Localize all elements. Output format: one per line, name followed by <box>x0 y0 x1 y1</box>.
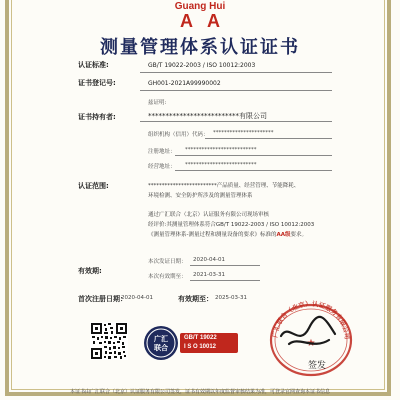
mark-text-2: 联合 <box>154 344 168 352</box>
guanghui-mark-logo <box>143 325 179 361</box>
certificate-title: 测量管理体系认证证书 <box>100 37 300 58</box>
scope-line-5-suffix: 要求。 <box>290 232 308 238</box>
mark-text-1: 广汇 <box>154 335 168 343</box>
badge-line-1: GB/T 19022 <box>184 335 217 341</box>
scope-line-2: 环境检测、安全防护所涉及的测量管理体系 <box>148 193 253 199</box>
issuer-name: Guang Hui <box>174 1 226 12</box>
cert-no-underline <box>140 90 332 91</box>
expire-label: 有效期至： <box>178 295 213 303</box>
cert-no-value: GH001-2021A99990002 <box>148 80 221 87</box>
credit-code-label: 组织机构（信用）代码： <box>148 132 209 138</box>
holder-label: 证书持有者: <box>78 113 116 121</box>
scope-grade-emphasis: AA级 <box>276 232 291 238</box>
reg-address-underline <box>175 155 332 156</box>
scope-line-5 <box>148 231 307 240</box>
biz-address-underline <box>175 170 332 171</box>
holder-name: **************************有限公司 <box>148 112 267 120</box>
standard-value: GB/T 19022-2003 / ISO 10012:2003 <box>148 62 256 69</box>
first-issue-value: 2020-04-01 <box>121 295 153 301</box>
seal-signer-text: 签发 <box>307 361 327 371</box>
scope-label: 认证范围: <box>78 182 109 190</box>
credit-code-underline <box>205 138 332 139</box>
scope-line-3: 通过广汇联合（北京）认证服务有限公司现场审核 <box>148 212 270 218</box>
scope-line-4: 经评价:其测量管理体系符合GB/T 19022-2003 / ISO 10012:2003 <box>148 222 315 228</box>
grade-mark: AA <box>180 11 234 31</box>
first-issue-label: 首次注册日期： <box>78 295 127 303</box>
svg-text:★: ★ <box>306 338 316 349</box>
reg-address-label: 注册地址： <box>148 149 176 155</box>
scope-line-1: *************************产品质量、经营管理、节能降耗、 <box>148 183 300 189</box>
expire-value: 2025-03-31 <box>215 295 247 301</box>
validity-label: 有效期: <box>78 267 102 275</box>
reg-address-value: ************************** <box>185 147 257 153</box>
expiry-date-underline <box>190 280 260 281</box>
cert-no-label: 证书登记号: <box>78 79 116 87</box>
holder-underline <box>140 121 332 122</box>
seal-ring-text: 广汇联合（北京）认证服务有限公司 <box>270 299 352 340</box>
standard-label: 认证标准: <box>78 61 109 69</box>
issue-date-value: 2020-04-01 <box>193 257 225 263</box>
official-seal <box>255 288 360 378</box>
biz-address-value: ************************** <box>185 162 257 168</box>
biz-address-label: 经营地址： <box>148 164 176 170</box>
footer-note: 本证书由广汇联合（北京）认证服务有限公司签发，证书有效期以年度监督审核结果为准，可登录官网查询本证书信息 <box>69 389 330 395</box>
badge-line-2: I S O 10012 <box>184 344 217 350</box>
scope-line-5-prefix: 《测量管理体系-测量过程和测量设备的要求》标准的 <box>148 232 277 238</box>
standard-underline <box>140 72 332 73</box>
qr-code <box>90 322 128 360</box>
issue-date-underline <box>190 265 260 266</box>
issue-date-label: 本次发证日期： <box>148 259 187 265</box>
expiry-date-value: 2021-03-31 <box>193 272 225 278</box>
credit-code-value: ********************** <box>213 130 274 136</box>
expiry-date-label: 本次有效期至： <box>148 274 187 280</box>
certify-label: 兹证明: <box>148 100 167 106</box>
